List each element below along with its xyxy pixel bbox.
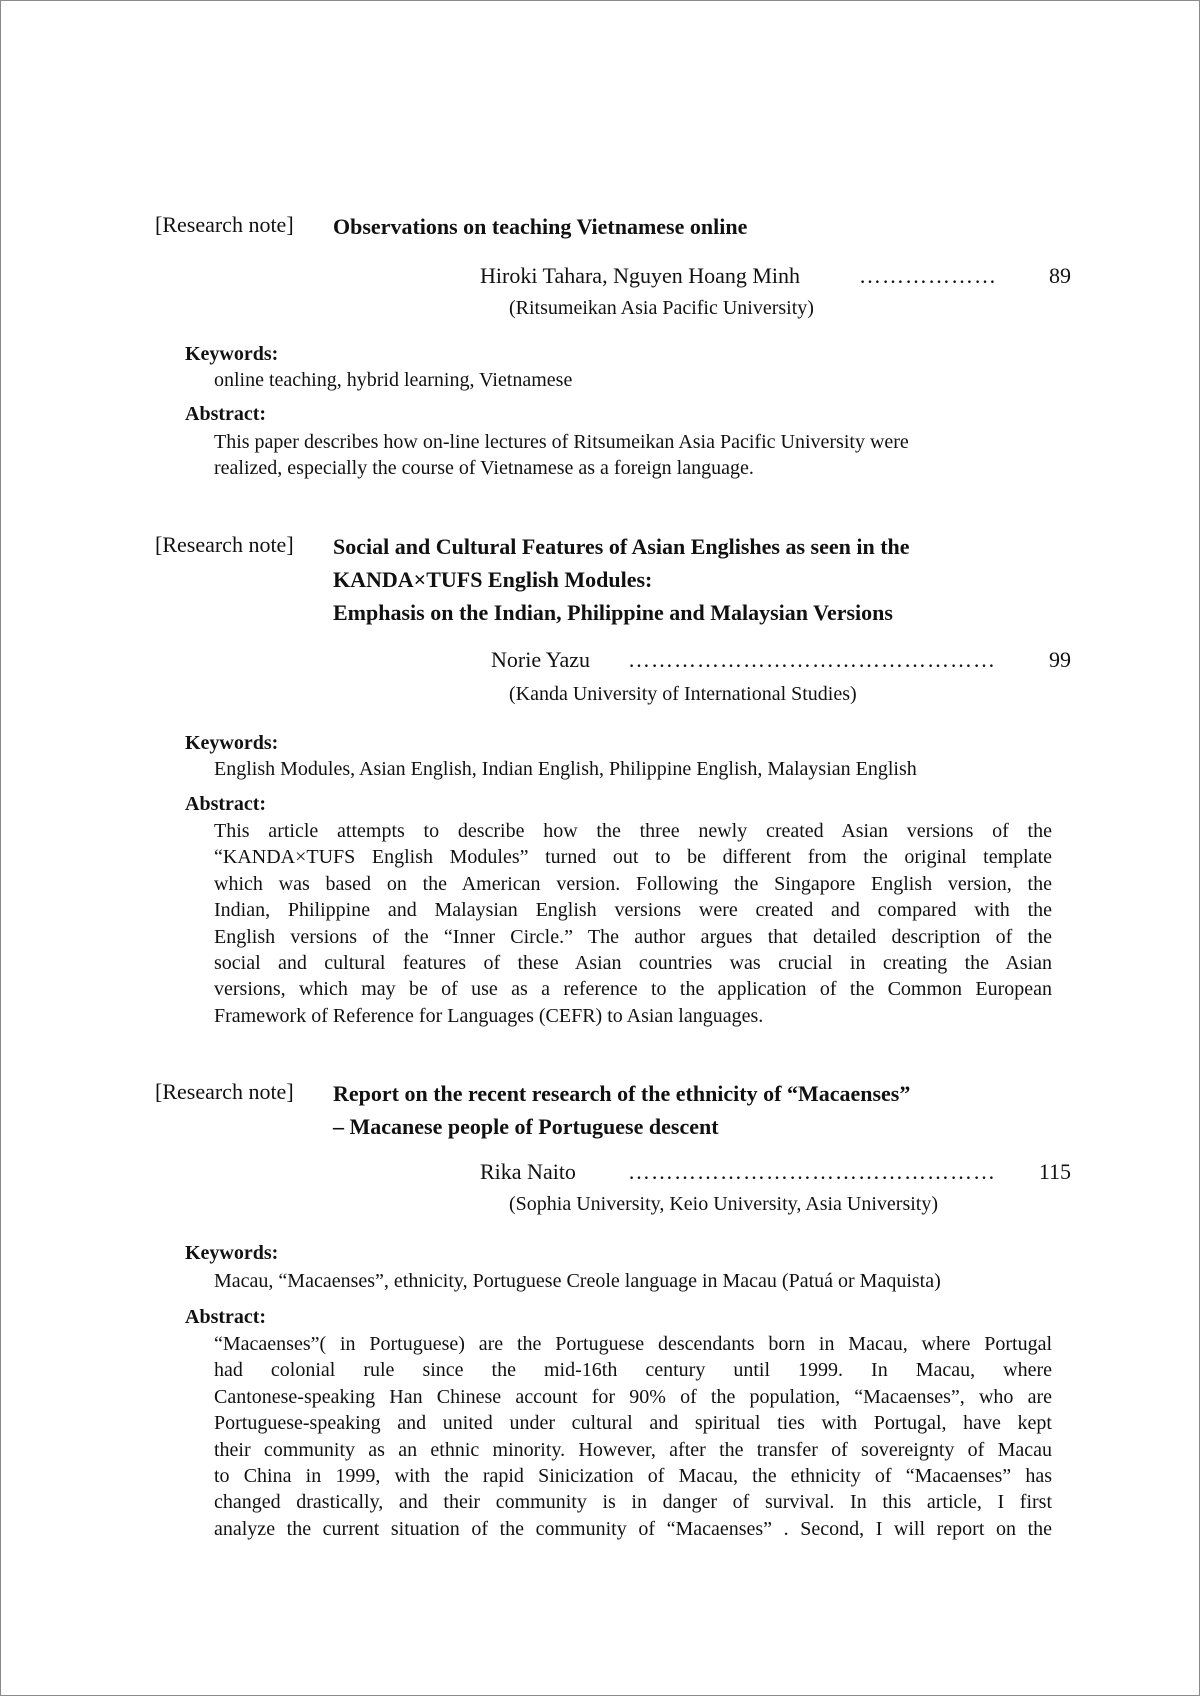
keywords-text: English Modules, Asian English, Indian English, Philippine English, Malaysian English bbox=[214, 758, 917, 780]
affiliation: (Ritsumeikan Asia Pacific University) bbox=[509, 297, 814, 319]
abstract-line: Portuguese-speaking and united under cultural and spiritual ties with Portugal, have kept bbox=[214, 1412, 1052, 1435]
page-number: 89 bbox=[1049, 263, 1071, 288]
abstract-text bbox=[214, 818, 1052, 1029]
abstract-line: “KANDA×TUFS English Modules” turned out to be different from the original template bbox=[214, 846, 1052, 869]
keywords-text: online teaching, hybrid learning, Vietnamese bbox=[214, 369, 573, 391]
dot-leader: ………………………………………… bbox=[628, 647, 996, 672]
keywords-label: Keywords: bbox=[185, 1242, 279, 1264]
title-line: Report on the recent research of the ethnicity of “Macaenses” bbox=[333, 1081, 911, 1106]
abstract-line: analyze the current situation of the community of “Macaenses” . Second, I will report on the bbox=[214, 1517, 1052, 1540]
title-line: – Macanese people of Portuguese descent bbox=[333, 1114, 719, 1139]
entry-title bbox=[333, 1077, 910, 1143]
author-names: Norie Yazu bbox=[491, 647, 590, 672]
keywords-text: Macau, “Macaenses”, ethnicity, Portuguese Creole language in Macau (Patuá or Maquista) bbox=[214, 1270, 941, 1292]
byline bbox=[1, 263, 1199, 293]
entry-tag: [Research note] bbox=[155, 1079, 294, 1104]
abstract-label: Abstract: bbox=[185, 1306, 267, 1328]
abstract-text bbox=[214, 1331, 1052, 1542]
entry-tag: [Research note] bbox=[155, 532, 294, 557]
affiliation: (Sophia University, Keio University, Asia University) bbox=[509, 1193, 939, 1215]
abstract-line: which was based on the American version. Following the Singapore English version, the bbox=[214, 872, 1052, 895]
abstract-label: Abstract: bbox=[185, 403, 267, 425]
dot-leader: ………………………………………… bbox=[628, 1159, 996, 1184]
abstract-line: realized, especially the course of Vietnamese as a foreign language. bbox=[214, 457, 754, 480]
title-line: Social and Cultural Features of Asian Englishes as seen in the bbox=[333, 534, 910, 559]
author-names: Hiroki Tahara, Nguyen Hoang Minh bbox=[480, 263, 801, 288]
entry-tag: [Research note] bbox=[155, 212, 294, 237]
abstract-line: their community as an ethnic minority. However, after the transfer of sovereignty of Macau bbox=[214, 1438, 1052, 1461]
abstract-line: social and cultural features of these Asian countries was crucial in creating the Asian bbox=[214, 952, 1052, 975]
keywords-label: Keywords: bbox=[185, 732, 279, 754]
abstract-line: Indian, Philippine and Malaysian English versions were created and compared with the bbox=[214, 899, 1052, 922]
abstract-line: Framework of Reference for Languages (CEFR) to Asian languages. bbox=[214, 1004, 764, 1027]
title-line: Observations on teaching Vietnamese online bbox=[333, 214, 748, 239]
byline bbox=[1, 647, 1199, 677]
abstract-line: Cantonese-speaking Han Chinese account for 90% of the population, “Macaenses”, who are bbox=[214, 1385, 1052, 1408]
abstract-line: to China in 1999, with the rapid Sinicization of Macau, the ethnicity of “Macaenses” has bbox=[214, 1465, 1052, 1488]
author-names: Rika Naito bbox=[480, 1159, 576, 1184]
abstract-line: had colonial rule since the mid-16th century until 1999. In Macau, where bbox=[214, 1359, 1052, 1382]
abstract-line: This article attempts to describe how the three newly created Asian versions of the bbox=[214, 820, 1052, 842]
abstract-line: This paper describes how on-line lectures of Ritsumeikan Asia Pacific University were bbox=[214, 431, 909, 453]
abstract-text bbox=[214, 429, 1052, 482]
affiliation: (Kanda University of International Studies) bbox=[509, 683, 857, 705]
title-line: Emphasis on the Indian, Philippine and Malaysian Versions bbox=[333, 600, 893, 625]
keywords-label: Keywords: bbox=[185, 343, 279, 365]
entry-title bbox=[333, 530, 910, 629]
dot-leader: ……………… bbox=[859, 263, 997, 288]
abstract-line: changed drastically, and their community is in danger of survival. In this article, I first bbox=[214, 1491, 1052, 1514]
page-number: 115 bbox=[1038, 1159, 1071, 1184]
abstract-line: “Macaenses”( in Portuguese) are the Portuguese descendants born in Macau, where Portugal bbox=[214, 1333, 1052, 1355]
page-number: 99 bbox=[1049, 647, 1071, 672]
abstract-line: English versions of the “Inner Circle.” The author argues that detailed description of the bbox=[214, 925, 1052, 948]
abstract-label: Abstract: bbox=[185, 793, 267, 815]
abstract-line: versions, which may be of use as a reference to the application of the Common European bbox=[214, 978, 1052, 1001]
title-line: KANDA×TUFS English Modules: bbox=[333, 567, 653, 592]
entry-title bbox=[333, 210, 747, 243]
byline bbox=[1, 1159, 1199, 1189]
